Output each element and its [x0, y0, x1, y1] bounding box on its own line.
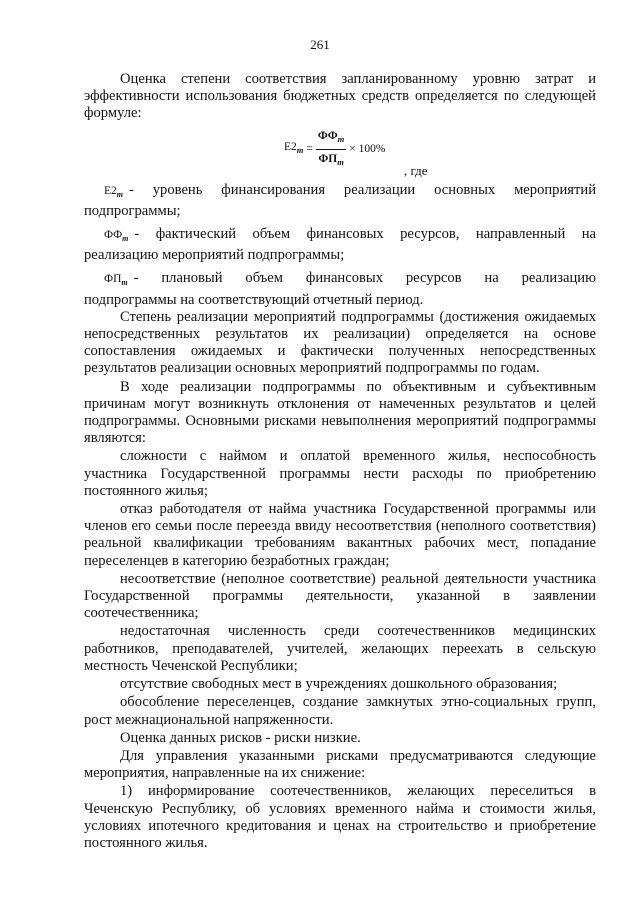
definition-fp	[84, 270, 596, 308]
formula-equals: =	[306, 142, 313, 155]
paragraph: отказ работодателя от найма участника Государственной программы или членов его семьи после переезда ввиду несоответствия (неполного соответствия) реальной квалификации требованиям вакантных рабочих мест, попадание переселенцев в категорию безработных граждан;	[84, 501, 596, 569]
formula-lhs: $Е2_т$	[284, 141, 304, 156]
document-body	[84, 71, 596, 853]
paragraph: недостаточная численность среди соотечественников медицинских работников, преподавателей, учителей, желающих переехать в сельскую местность Чеченской Республики;	[84, 623, 596, 674]
definition-line: подпрограммы;	[84, 202, 181, 219]
paragraph: Оценка данных рисков - риски низкие.	[120, 729, 361, 746]
paragraph: обособление переселенцев, создание замкнутых этно-социальных групп, рост межнациональной напряженности.	[84, 694, 596, 728]
page-number: 261	[310, 37, 330, 52]
paragraph: сложности с наймом и оплатой временного жилья, неспособность участника Государственной программы нести расходы по приобретению постоянного жилья;	[84, 448, 596, 499]
paragraph: отсутствие свободных мест в учреждениях дошкольного образования;	[120, 676, 558, 693]
definition-line: реализацию мероприятий подпрограммы;	[84, 247, 345, 264]
efficiency-formula	[284, 128, 386, 171]
formula-block	[84, 124, 596, 180]
paragraph: В ходе реализации подпрограммы по объективным и субъективным причинам могут возникнуть отклонения от намеченных результатов и целей подпрограммы. Основными рисками невыполнения мероприятий подпрограммы являются:	[84, 378, 596, 447]
definition-line: $ФП_т$ - плановый объем финансовых ресурсов на реализацию	[104, 270, 596, 288]
formula-multiplier: × 100%	[349, 142, 386, 155]
definition-symbol: $Е2_т$	[104, 184, 124, 199]
definition-e2	[84, 182, 596, 220]
paragraph: несоответствие (неполное соответствие) реальной деятельности участника Государственной программы деятельности, указанной в заявлении соотечественника;	[84, 570, 596, 622]
definition-line: $ФФ_т$ - фактический объем финансовых ресурсов, направленный на	[104, 226, 596, 244]
definition-line: подпрограммы на соответствующий отчетный период.	[84, 291, 424, 308]
formula-numerator: $ФФ_т$	[316, 128, 346, 150]
definition-line: $Е2_т$ - уровень финансирования реализации основных мероприятий	[104, 181, 596, 199]
paragraph: Для управления указанными рисками предусматриваются следующие мероприятия, направленные на их снижение:	[84, 747, 596, 782]
definition-symbol: $ФФ_т$	[104, 229, 129, 244]
definition-ff	[84, 226, 596, 264]
formula-fraction	[316, 128, 346, 171]
paragraph: 1) информирование соотечественников, желающих переселиться в Чеченскую Республику, об условиях временного найма и стоимости жилья, условиях ипотечного кредитования и ценах на строительство и приобретение постоянного жилья.	[84, 783, 596, 851]
definition-symbol: $ФП_т$	[104, 273, 128, 288]
formula-where: , где	[404, 162, 428, 178]
intro-paragraph: Оценка степени соответствия запланированному уровню затрат и эффективности использования бюджетных средств определяется по следующей формуле:	[84, 71, 596, 122]
formula-denominator: $ФП_т$	[318, 152, 344, 167]
paragraph: Степень реализации мероприятий подпрограммы (достижения ожидаемых непосредственных результатов их реализации) определяется на основе сопоставления ожидаемых и фактически полученных непосредственных результатов реализации основных мероприятий подпрограммы по годам.	[84, 308, 596, 377]
